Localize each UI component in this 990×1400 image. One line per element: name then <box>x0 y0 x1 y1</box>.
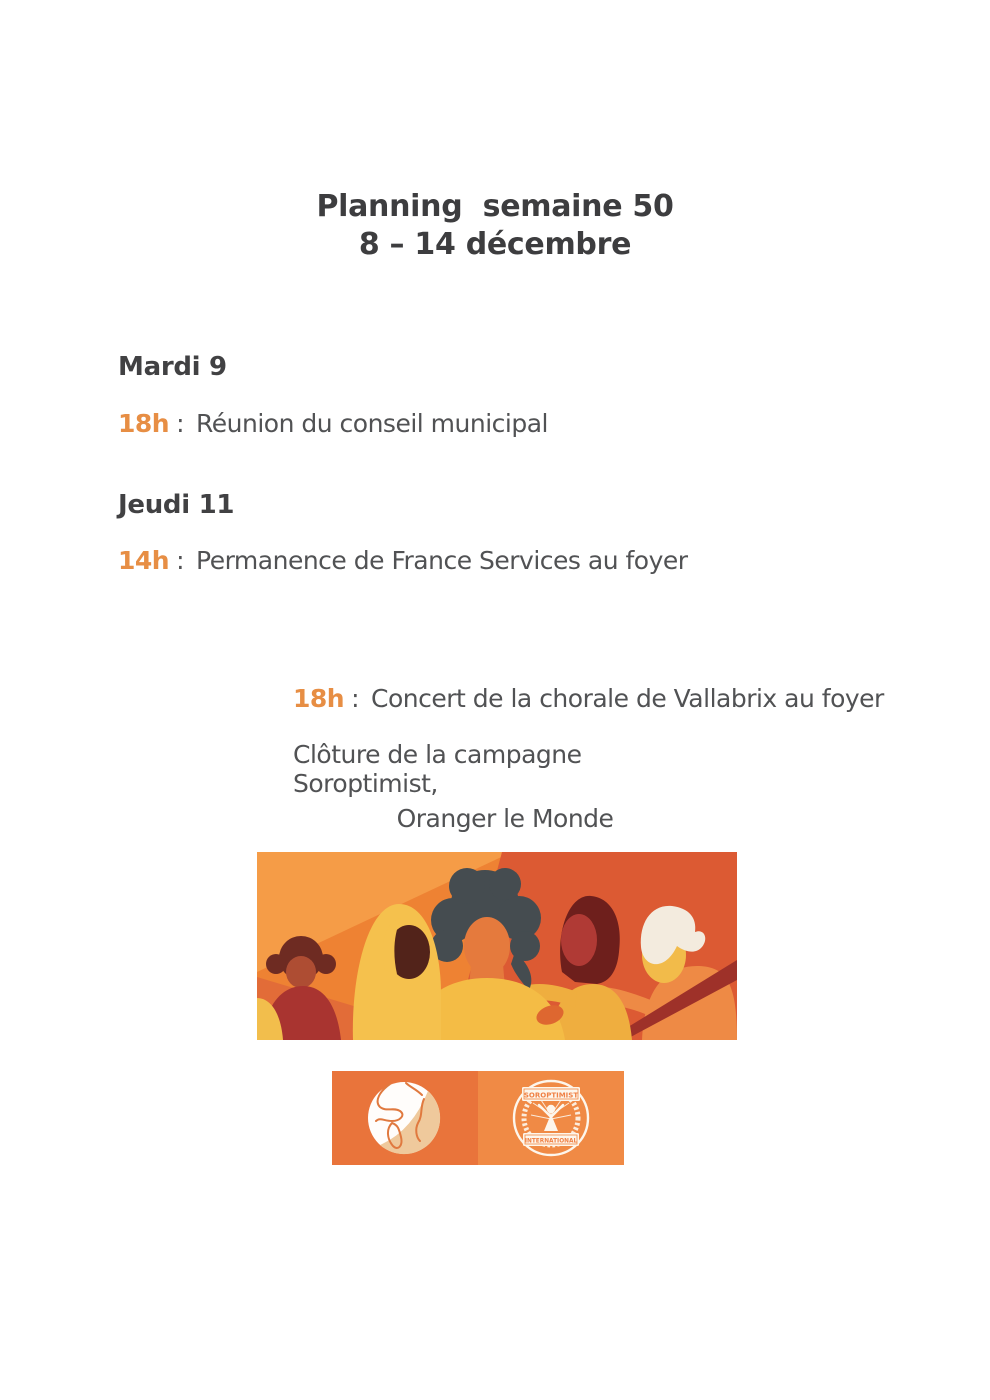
closing-line-1: Clôture de la campagne Soroptimist, <box>293 740 582 798</box>
event-concert-18h <box>293 684 884 713</box>
seal-top-text: SOROPTIMIST <box>523 1091 579 1100</box>
logo-strip <box>332 1071 624 1165</box>
logo-strip-svg <box>332 1071 624 1165</box>
closing-block <box>293 740 717 833</box>
event-description: Permanence de France Services au foyer <box>196 546 688 575</box>
seal-bottom-text: INTERNATIONAL <box>524 1138 578 1145</box>
women-illustration <box>257 852 737 1040</box>
title-line-1: Planning semaine 50 <box>316 189 674 224</box>
day-heading-mardi: Mardi 9 <box>118 352 227 382</box>
closing-line-2: Oranger le Monde <box>396 804 614 833</box>
seal-bottom-banner <box>523 1133 579 1146</box>
globe-icon <box>368 1082 440 1154</box>
women-illustration-svg <box>257 852 737 1040</box>
event-jeudi-14h <box>118 546 688 575</box>
event-separator: : <box>351 684 360 713</box>
event-separator: : <box>176 546 185 575</box>
title-line-2: 8 – 14 décembre <box>358 227 632 262</box>
event-time: 14h <box>118 546 170 575</box>
event-description: Concert de la chorale de Vallabrix au foyer <box>371 684 884 713</box>
page-title <box>0 188 990 264</box>
event-separator: : <box>176 409 185 438</box>
event-time: 18h <box>293 684 345 713</box>
day-heading-jeudi: Jeudi 11 <box>118 490 235 520</box>
event-mardi-18h <box>118 409 548 438</box>
event-description: Réunion du conseil municipal <box>196 409 548 438</box>
seal-top-banner <box>522 1087 580 1101</box>
event-time: 18h <box>118 409 170 438</box>
